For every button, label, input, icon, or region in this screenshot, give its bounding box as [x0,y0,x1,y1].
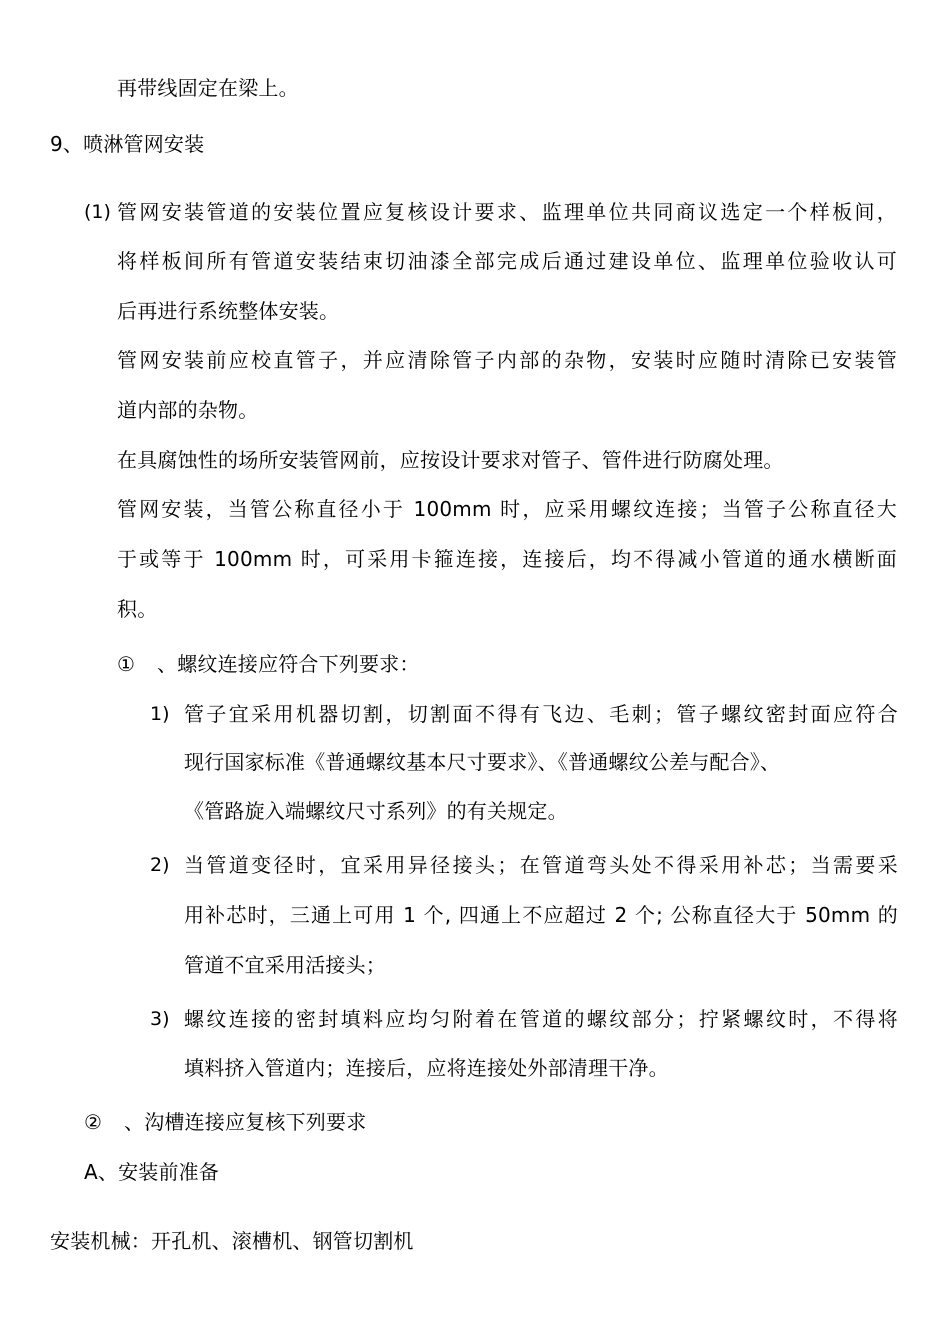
list-marker: 3) [150,1008,170,1030]
text-line: 于或等于 100mm 时，可采用卡箍连接，连接后，均不得减小管道的通水横断面 [117,547,897,571]
text-line: 在具腐蚀性的场所安装管网前，应按设计要求对管子、管件进行防腐处理。 [117,448,784,472]
text-line: 现行国家标准《普通螺纹基本尺寸要求》、《普通螺纹公差与配合》、 [184,750,781,774]
list-marker: (1) [84,201,111,223]
text-line: 安装机械：开孔机、滚槽机、钢管切割机 [50,1229,414,1253]
section-heading: 9、喷淋管网安装 [50,132,205,156]
list-marker: ① [117,652,135,676]
text-line: 后再进行系统整体安装。 [117,299,340,323]
list-marker: 2) [150,854,170,876]
text-line: 、沟槽连接应复核下列要求 [124,1110,367,1134]
subsection-heading: A、安装前准备 [84,1160,220,1184]
text-line: 管子宜采用机器切割，切割面不得有飞边、毛刺；管子螺纹密封面应符合 [184,702,898,726]
text-line: 当管道变径时，宜采用异径接头；在管道弯头处不得采用补芯；当需要采 [184,853,898,877]
text-line: 管网安装管道的安装位置应复核设计要求、监理单位共同商议选定一个样板间， [117,200,897,224]
text-line: 管网安装，当管公称直径小于 100mm 时，应采用螺纹连接；当管子公称直径大 [117,497,897,521]
list-marker: 1) [150,703,170,725]
text-line: 管网安装前应校直管子，并应清除管子内部的杂物，安装时应随时清除已安装管 [117,348,897,372]
text-line: 道内部的杂物。 [117,398,259,422]
text-line: 再带线固定在梁上。 [117,76,299,100]
text-line: 《管路旋入端螺纹尺寸系列》的有关规定。 [184,799,568,823]
text-line: 将样板间所有管道安装结束切油漆全部完成后通过建设单位、监理单位验收认可 [117,249,897,273]
text-line: 、螺纹连接应符合下列要求： [157,652,420,676]
text-line: 螺纹连接的密封填料应均匀附着在管道的螺纹部分；拧紧螺纹时，不得将 [184,1007,898,1031]
text-line: 填料挤入管道内；连接后，应将连接处外部清理干净。 [184,1056,669,1080]
text-line: 用补芯时，三通上可用 1 个, 四通上不应超过 2 个; 公称直径大于 50mm 的 [184,903,898,927]
text-line: 管道不宜采用活接头； [184,953,386,977]
list-marker: ② [84,1110,102,1134]
text-line: 积。 [117,597,158,621]
